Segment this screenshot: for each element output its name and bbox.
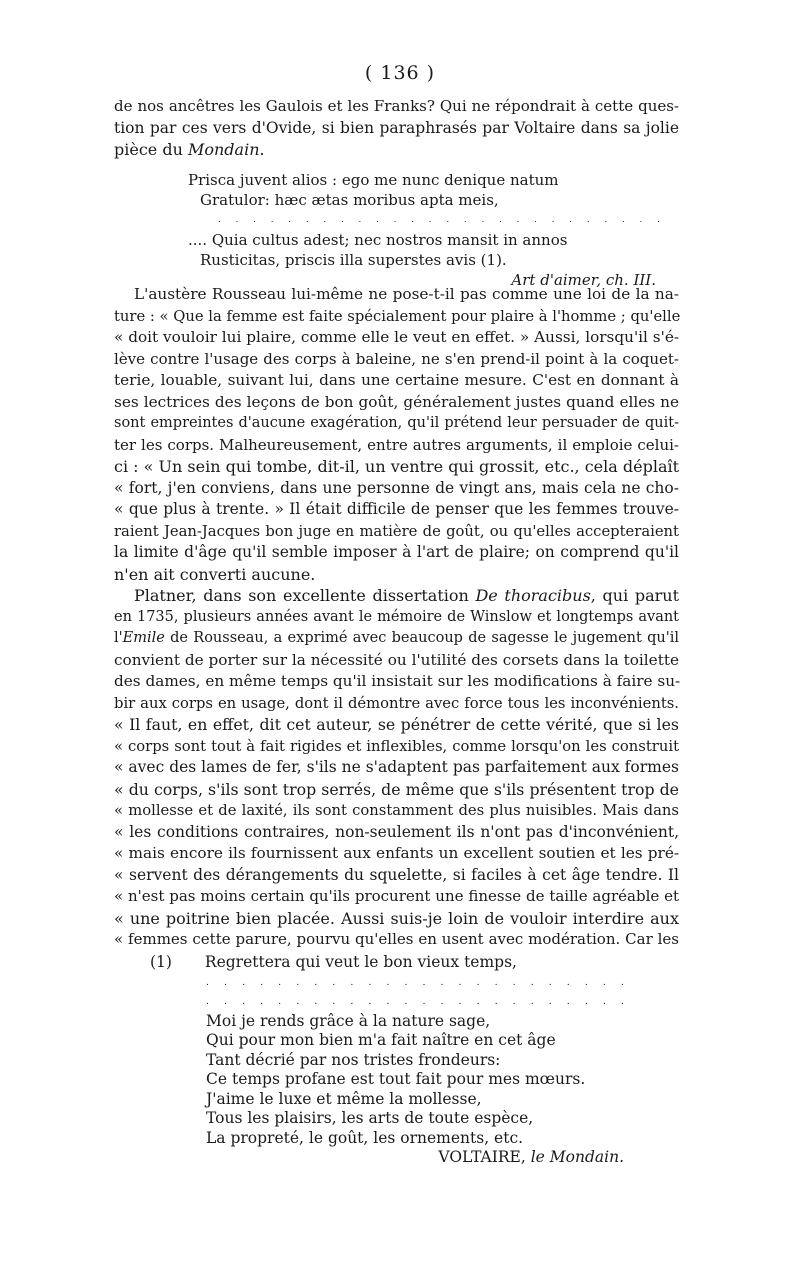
text-line: lève contre l'usage des corps à baleine, ne s'en prend-il point à la coquet- <box>114 349 679 368</box>
text-line: « n'est pas moins certain qu'ils procurent une finesse de taille agréable et <box>114 887 679 905</box>
text-line: « que plus à trente. » Il était difficile de penser que les femmes trouve- <box>114 500 679 518</box>
paragraph-platner <box>114 585 679 951</box>
text-line: convient de porter sur la nécessité ou l'utilité des corsets dans la toilette <box>114 650 679 669</box>
text-line: « corps sont tout à fait rigides et inflexibles, comme lorsqu'on les construit <box>114 737 679 755</box>
intro-paragraph <box>114 96 679 161</box>
footnote-verse-line: Tant décrié par nos tristes frondeurs: <box>206 1050 501 1069</box>
text-line: bir aux corps en usage, dont il démontre avec force tous les inconvénients. <box>114 694 679 712</box>
footnote-verse-line: J'aime le luxe et même la mollesse, <box>206 1089 482 1108</box>
footnote-citation: VOLTAIRE, le Mondain. <box>438 1148 624 1166</box>
text-line: « mais encore ils fournissent aux enfants un excellent soutien et les pré- <box>114 844 679 862</box>
text-line: « une poitrine bien placée. Aussi suis-je loin de vouloir interdire aux <box>114 908 679 928</box>
ellipsis-dots: . . . . . . . . . . . . . . . . . . . . . . . . <box>206 996 630 1007</box>
text-line: la limite d'âge qu'il semble imposer à l'art de plaire; on comprend qu'il <box>114 543 679 561</box>
verse-line: Rusticitas, priscis illa superstes avis (1). <box>200 251 507 269</box>
verse-citation: Art d'aimer, ch. III. <box>511 271 656 289</box>
text-line: de nos ancêtres les Gaulois et les Franks? Qui ne répondrait à cette ques- <box>114 97 679 115</box>
paragraph-rousseau <box>114 284 679 585</box>
verse-line: Gratulor: hæc ætas moribus apta meis, <box>200 191 499 209</box>
text-line: « servent des dérangements du squelette, si faciles à cet âge tendre. Il <box>114 865 679 884</box>
text-line: « les conditions contraires, non-seulement ils n'ont pas d'inconvénient, <box>114 822 679 841</box>
text-line: « avec des lames de fer, s'ils ne s'adaptent pas parfaitement aux formes <box>114 758 679 776</box>
text-line: « mollesse et de laxité, ils sont constamment des plus nuisibles. Mais dans <box>114 802 679 819</box>
page-number: ( 136 ) <box>364 62 436 84</box>
verse-line: .... Quia cultus adest; nec nostros mansit in annos <box>188 231 568 249</box>
footnote-verse-line: Ce temps profane est tout fait pour mes mœurs. <box>206 1070 586 1088</box>
text-line: pièce du Mondain. <box>114 140 265 159</box>
text-line: n'en ait converti aucune. <box>114 564 316 584</box>
text-line: sont empreintes d'aucune exagération, qu'il prétend leur persuader de quit- <box>114 415 679 431</box>
text-line: ture : « Que la femme est faite spécialement pour plaire à l'homme ; qu'elle <box>114 307 681 325</box>
text-line: ses lectrices des leçons de bon goût, généralement justes quand elles ne <box>114 392 679 411</box>
text-line: des dames, en même temps qu'il insistait sur les modifications à faire su- <box>114 672 681 690</box>
footnote-verse-line: Qui pour mon bien m'a fait naître en cet âge <box>206 1031 556 1049</box>
text-line: ci : « Un sein qui tombe, dit-il, un ventre qui grossit, etc., cela déplaît <box>114 457 680 476</box>
text-line: en 1735, plusieurs années avant le mémoire de Winslow et longtemps avant <box>114 608 679 625</box>
footnote-verse-line: Regrettera qui veut le bon vieux temps, <box>204 953 517 971</box>
text-line: L'austère Rousseau lui-même ne pose-t-il pas comme une loi de la na- <box>134 285 679 303</box>
footnote-verse-line: Tous les plaisirs, les arts de toute espèce, <box>206 1109 534 1127</box>
text-line: « Il faut, en effet, dit cet auteur, se pénétrer de cette vérité, que si les <box>114 715 679 734</box>
text-line: « femmes cette parure, pourvu qu'elles en usent avec modération. Car les <box>114 930 679 948</box>
footnote-marker: (1) <box>150 953 172 971</box>
text-line: « fort, j'en conviens, dans une personne de vingt ans, mais cela ne cho- <box>114 478 679 497</box>
footnote-verse-line: Moi je rends grâce à la nature sage, <box>206 1011 491 1030</box>
ellipsis-dots: . . . . . . . . . . . . . . . . . . . . . . . . . . <box>218 215 666 225</box>
footnote-first-line <box>150 953 630 973</box>
text-line: « doit vouloir lui plaire, comme elle le veut en effet. » Aussi, lorsqu'il s'é- <box>114 328 679 346</box>
verse-line: Prisca juvent alios : ego me nunc denique natum <box>188 171 559 189</box>
footnote-verse-line: La propreté, le goût, les ornements, etc. <box>206 1128 524 1147</box>
text-line: tion par ces vers d'Ovide, si bien paraphrasés par Voltaire dans sa jolie <box>114 118 679 137</box>
text-line: raient Jean-Jacques bon juge en matière de goût, ou qu'elles accepteraient <box>114 522 679 540</box>
footnote <box>150 953 630 1168</box>
text-line: l'Emile de Rousseau, a exprimé avec beaucoup de sagesse le jugement qu'il <box>114 630 679 646</box>
ellipsis-dots: . . . . . . . . . . . . . . . . . . . . . . . . <box>206 976 630 988</box>
text-line: ter les corps. Malheureusement, entre autres arguments, il emploie celui- <box>114 435 679 454</box>
latin-verse <box>188 170 668 290</box>
text-line: « du corps, s'ils sont trop serrés, de même que s'ils présentent trop de <box>114 779 679 799</box>
text-line: Platner, dans son excellente dissertation De thoracibus, qui parut <box>134 586 679 605</box>
text-line: terie, louable, suivant lui, dans une certaine mesure. C'est en donnant à <box>114 371 679 389</box>
